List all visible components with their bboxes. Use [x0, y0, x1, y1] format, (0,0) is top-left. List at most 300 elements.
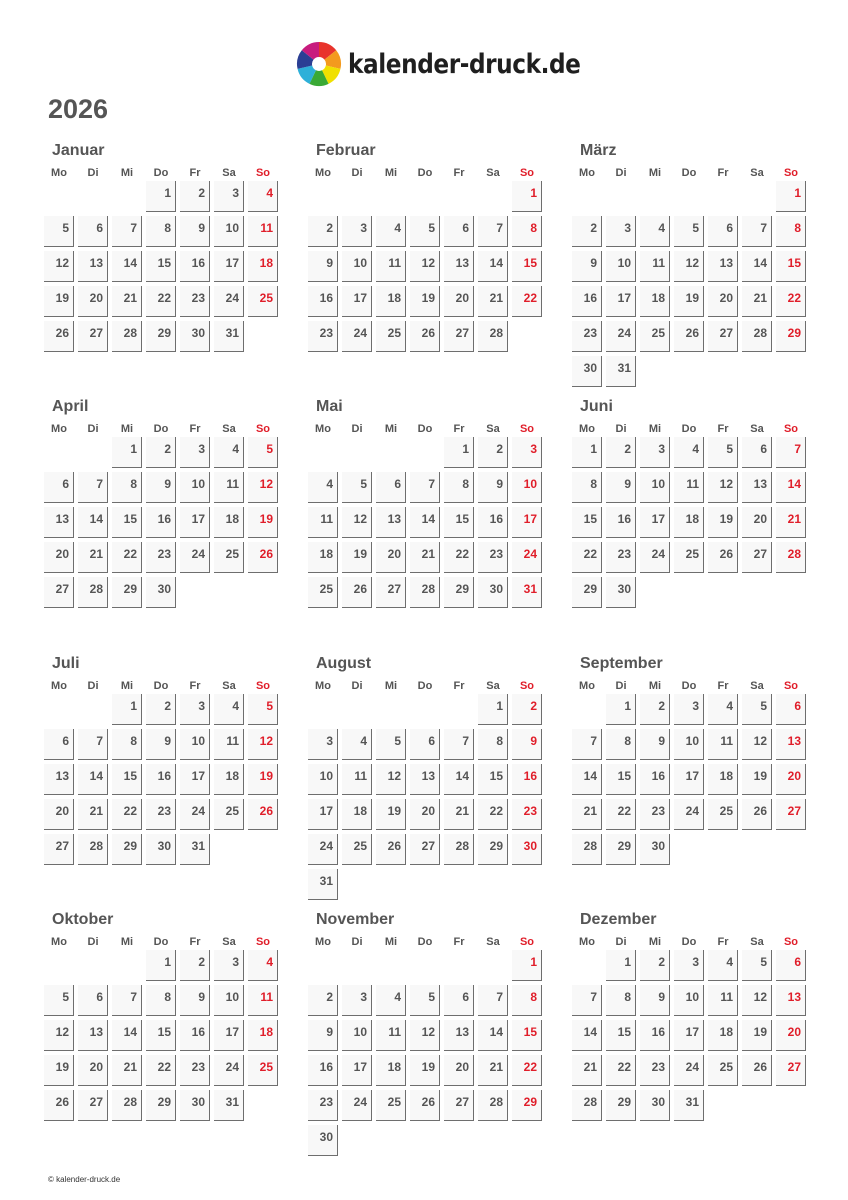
day-number: 7 — [96, 477, 103, 491]
day-cell — [342, 1020, 372, 1051]
day-number: 20 — [753, 512, 767, 526]
day-cell — [708, 286, 738, 317]
day-cell — [512, 472, 542, 503]
day-cell — [44, 286, 74, 317]
day-cell — [410, 251, 440, 282]
month-name: November — [316, 911, 395, 928]
day-cell — [410, 1090, 440, 1121]
day-number: 27 — [455, 1095, 469, 1109]
day-cell — [78, 729, 108, 760]
day-cell — [512, 577, 542, 608]
day-number: 22 — [489, 804, 503, 818]
day-number: 3 — [360, 221, 367, 235]
day-cell — [674, 542, 704, 573]
day-cell — [776, 1020, 806, 1051]
day-cell — [44, 577, 74, 608]
month-6 — [572, 398, 810, 648]
day-number: 21 — [787, 512, 801, 526]
day-cell — [674, 507, 704, 538]
day-cell — [742, 437, 772, 468]
day-cell — [376, 472, 406, 503]
weekday-header: Mi — [648, 423, 662, 435]
day-number: 26 — [55, 1095, 69, 1109]
month-8 — [308, 655, 546, 905]
day-number: 26 — [753, 804, 767, 818]
weekday-header: Sa — [486, 680, 500, 692]
day-cell — [112, 985, 142, 1016]
day-cell — [606, 356, 636, 387]
day-cell — [342, 1055, 372, 1086]
weekday-header: Fr — [453, 680, 465, 692]
weekday-header: Di — [615, 936, 627, 948]
day-cell — [112, 437, 142, 468]
day-number: 22 — [583, 547, 597, 561]
day-cell — [606, 577, 636, 608]
day-number: 28 — [455, 839, 469, 853]
day-cell — [512, 251, 542, 282]
day-number: 12 — [55, 1025, 69, 1039]
day-cell — [342, 542, 372, 573]
day-cell — [44, 729, 74, 760]
day-number: 9 — [198, 221, 205, 235]
day-number: 28 — [89, 582, 103, 596]
day-number: 14 — [753, 256, 767, 270]
day-cell — [606, 216, 636, 247]
day-number: 5 — [266, 442, 273, 456]
day-cell — [112, 1020, 142, 1051]
day-number: 2 — [198, 186, 205, 200]
day-number: 27 — [89, 326, 103, 340]
weekday-header: So — [255, 423, 271, 435]
day-cell — [606, 1020, 636, 1051]
day-number: 17 — [523, 512, 537, 526]
day-number: 8 — [462, 477, 469, 491]
day-number: 27 — [753, 547, 767, 561]
day-number: 29 — [787, 326, 801, 340]
day-cell — [112, 694, 142, 725]
weekday-header: So — [519, 167, 535, 179]
weekday-header: Sa — [486, 936, 500, 948]
day-cell — [342, 216, 372, 247]
day-number: 2 — [326, 990, 333, 1004]
day-cell — [146, 694, 176, 725]
weekday-header: Do — [417, 936, 433, 948]
day-number: 20 — [455, 291, 469, 305]
day-number: 8 — [496, 734, 503, 748]
day-cell — [308, 729, 338, 760]
day-cell — [44, 542, 74, 573]
day-cell — [776, 181, 806, 212]
day-number: 25 — [225, 804, 239, 818]
day-number: 17 — [353, 1060, 367, 1074]
day-number: 20 — [55, 547, 69, 561]
weekday-header: Mi — [384, 167, 398, 179]
day-number: 6 — [726, 221, 733, 235]
weekday-header: Mi — [384, 680, 398, 692]
day-cell — [776, 321, 806, 352]
month-2 — [308, 142, 546, 392]
day-number: 25 — [259, 291, 273, 305]
day-number: 19 — [353, 547, 367, 561]
day-cell — [606, 1090, 636, 1121]
day-cell — [308, 286, 338, 317]
weekday-header: Fr — [453, 936, 465, 948]
day-cell — [640, 834, 670, 865]
month-name: Februar — [316, 142, 376, 159]
day-cell — [146, 1090, 176, 1121]
weekday-header: Fr — [453, 423, 465, 435]
weekday-header: Mo — [315, 167, 331, 179]
day-number: 26 — [685, 326, 699, 340]
day-number: 13 — [455, 256, 469, 270]
day-cell — [444, 251, 474, 282]
day-number: 6 — [62, 734, 69, 748]
day-cell — [742, 764, 772, 795]
day-cell — [478, 251, 508, 282]
day-cell — [112, 1090, 142, 1121]
weekday-header: Mi — [648, 936, 662, 948]
day-number: 23 — [191, 1060, 205, 1074]
day-number: 3 — [232, 955, 239, 969]
day-cell — [410, 799, 440, 830]
day-number: 14 — [89, 512, 103, 526]
day-number: 23 — [651, 1060, 665, 1074]
day-cell — [248, 286, 278, 317]
day-number: 17 — [353, 291, 367, 305]
weekday-header: So — [255, 936, 271, 948]
day-number: 19 — [753, 769, 767, 783]
day-number: 15 — [583, 512, 597, 526]
day-cell — [214, 950, 244, 981]
day-number: 24 — [523, 547, 537, 561]
day-cell — [776, 542, 806, 573]
day-number: 18 — [719, 1025, 733, 1039]
day-number: 8 — [624, 990, 631, 1004]
day-number: 16 — [157, 512, 171, 526]
day-number: 1 — [590, 442, 597, 456]
day-number: 11 — [652, 256, 665, 270]
day-number: 9 — [624, 477, 631, 491]
day-cell — [78, 834, 108, 865]
day-cell — [674, 799, 704, 830]
day-number: 10 — [353, 256, 367, 270]
day-cell — [308, 764, 338, 795]
day-number: 19 — [685, 291, 699, 305]
day-cell — [640, 216, 670, 247]
day-cell — [444, 799, 474, 830]
day-number: 19 — [387, 804, 401, 818]
weekday-header: Sa — [750, 680, 764, 692]
day-number: 17 — [685, 1025, 699, 1039]
day-number: 29 — [123, 839, 137, 853]
day-number: 16 — [523, 769, 537, 783]
day-cell — [444, 216, 474, 247]
day-number: 1 — [130, 699, 137, 713]
day-number: 10 — [617, 256, 631, 270]
day-cell — [708, 216, 738, 247]
day-number: 10 — [191, 734, 205, 748]
day-number: 3 — [198, 442, 205, 456]
day-number: 25 — [651, 326, 665, 340]
day-number: 8 — [164, 990, 171, 1004]
day-number: 14 — [89, 769, 103, 783]
day-number: 2 — [164, 442, 171, 456]
day-cell — [112, 507, 142, 538]
month-1 — [44, 142, 282, 392]
weekday-header: Fr — [717, 680, 729, 692]
day-cell — [572, 1090, 602, 1121]
weekday-header: Mo — [51, 680, 67, 692]
day-number: 23 — [617, 547, 631, 561]
day-number: 12 — [719, 477, 733, 491]
day-number: 21 — [123, 1060, 137, 1074]
day-number: 25 — [259, 1060, 273, 1074]
day-cell — [78, 216, 108, 247]
day-cell — [44, 251, 74, 282]
day-cell — [308, 985, 338, 1016]
weekday-header: Mi — [120, 167, 134, 179]
day-cell — [342, 834, 372, 865]
day-cell — [512, 507, 542, 538]
day-number: 21 — [583, 1060, 597, 1074]
day-cell — [248, 799, 278, 830]
day-number: 7 — [590, 734, 597, 748]
day-cell — [742, 694, 772, 725]
day-number: 29 — [617, 839, 631, 853]
day-number: 27 — [455, 326, 469, 340]
day-cell — [376, 1055, 406, 1086]
day-cell — [376, 542, 406, 573]
day-number: 29 — [157, 1095, 171, 1109]
day-cell — [606, 834, 636, 865]
day-number: 23 — [523, 804, 537, 818]
day-cell — [146, 321, 176, 352]
day-cell — [478, 729, 508, 760]
day-number: 29 — [157, 326, 171, 340]
day-number: 16 — [157, 769, 171, 783]
day-number: 12 — [753, 734, 767, 748]
day-number: 21 — [123, 291, 137, 305]
day-number: 2 — [624, 442, 631, 456]
day-number: 28 — [583, 1095, 597, 1109]
day-cell — [742, 251, 772, 282]
weekday-header: So — [783, 936, 799, 948]
day-number: 30 — [157, 582, 171, 596]
day-number: 6 — [428, 734, 435, 748]
day-cell — [742, 729, 772, 760]
day-number: 7 — [590, 990, 597, 1004]
day-cell — [512, 834, 542, 865]
day-cell — [674, 1055, 704, 1086]
day-number: 4 — [326, 477, 333, 491]
day-number: 7 — [794, 442, 801, 456]
day-cell — [248, 729, 278, 760]
day-number: 8 — [130, 734, 137, 748]
day-cell — [776, 799, 806, 830]
day-number: 26 — [55, 326, 69, 340]
day-cell — [478, 542, 508, 573]
day-cell — [410, 472, 440, 503]
day-cell — [776, 1055, 806, 1086]
weekday-header: Mi — [120, 680, 134, 692]
day-number: 25 — [685, 547, 699, 561]
weekday-header: Di — [351, 936, 363, 948]
month-4 — [44, 398, 282, 648]
day-number: 1 — [624, 955, 631, 969]
day-number: 7 — [130, 221, 137, 235]
day-cell — [214, 1055, 244, 1086]
day-number: 4 — [266, 955, 273, 969]
day-number: 7 — [496, 990, 503, 1004]
day-cell — [308, 507, 338, 538]
day-number: 5 — [360, 477, 367, 491]
day-number: 27 — [787, 804, 801, 818]
day-number: 6 — [760, 442, 767, 456]
color-wheel-icon — [296, 41, 342, 87]
day-number: 19 — [719, 512, 733, 526]
day-cell — [214, 286, 244, 317]
day-number: 4 — [360, 734, 367, 748]
day-cell — [640, 729, 670, 760]
day-cell — [248, 181, 278, 212]
weekday-header: So — [519, 680, 535, 692]
month-name: August — [316, 655, 372, 672]
day-number: 13 — [787, 990, 801, 1004]
day-number: 20 — [55, 804, 69, 818]
day-cell — [376, 1020, 406, 1051]
month-3 — [572, 142, 810, 392]
day-cell — [606, 286, 636, 317]
weekday-header: So — [255, 167, 271, 179]
weekday-header: Mo — [315, 680, 331, 692]
weekday-header: Di — [87, 167, 99, 179]
day-number: 9 — [658, 734, 665, 748]
day-number: 24 — [685, 1060, 699, 1074]
day-number: 14 — [489, 1025, 503, 1039]
day-cell — [180, 251, 210, 282]
day-cell — [410, 834, 440, 865]
day-cell — [640, 985, 670, 1016]
day-number: 5 — [428, 221, 435, 235]
day-cell — [214, 799, 244, 830]
day-cell — [180, 507, 210, 538]
day-number: 28 — [421, 582, 435, 596]
day-cell — [44, 1055, 74, 1086]
day-number: 22 — [617, 804, 631, 818]
day-number: 19 — [753, 1025, 767, 1039]
day-number: 14 — [123, 256, 137, 270]
day-number: 5 — [726, 442, 733, 456]
day-cell — [146, 799, 176, 830]
day-cell — [606, 694, 636, 725]
day-cell — [708, 507, 738, 538]
day-cell — [640, 251, 670, 282]
day-cell — [512, 729, 542, 760]
day-cell — [308, 869, 338, 900]
day-cell — [180, 472, 210, 503]
weekday-header: Di — [351, 167, 363, 179]
day-cell — [674, 694, 704, 725]
day-cell — [308, 216, 338, 247]
day-number: 21 — [753, 291, 767, 305]
day-number: 30 — [583, 361, 597, 375]
weekday-header: Do — [417, 167, 433, 179]
day-number: 10 — [353, 1025, 367, 1039]
day-number: 14 — [787, 477, 801, 491]
day-cell — [512, 286, 542, 317]
day-cell — [410, 764, 440, 795]
day-cell — [410, 542, 440, 573]
day-number: 24 — [191, 547, 205, 561]
day-cell — [112, 321, 142, 352]
day-cell — [308, 834, 338, 865]
day-cell — [708, 472, 738, 503]
day-cell — [410, 286, 440, 317]
day-number: 29 — [523, 1095, 537, 1109]
day-cell — [708, 251, 738, 282]
day-number: 31 — [617, 361, 631, 375]
day-number: 30 — [651, 1095, 665, 1109]
day-cell — [572, 356, 602, 387]
month-name: April — [52, 398, 89, 415]
day-cell — [180, 1055, 210, 1086]
day-cell — [180, 764, 210, 795]
month-name: Januar — [52, 142, 105, 159]
day-cell — [640, 1055, 670, 1086]
day-number: 3 — [692, 955, 699, 969]
weekday-header: Mi — [384, 423, 398, 435]
day-number: 15 — [157, 1025, 171, 1039]
day-number: 15 — [617, 769, 631, 783]
day-cell — [146, 286, 176, 317]
brand-logo — [296, 40, 618, 88]
month-name: Oktober — [52, 911, 114, 928]
day-number: 31 — [523, 582, 537, 596]
day-cell — [214, 729, 244, 760]
day-cell — [248, 950, 278, 981]
day-cell — [572, 1055, 602, 1086]
day-number: 30 — [523, 839, 537, 853]
month-name: Juli — [52, 655, 80, 672]
day-cell — [640, 1090, 670, 1121]
day-cell — [674, 472, 704, 503]
day-number: 29 — [617, 1095, 631, 1109]
day-cell — [512, 1055, 542, 1086]
weekday-header: Sa — [486, 167, 500, 179]
day-cell — [606, 251, 636, 282]
day-number: 13 — [89, 256, 103, 270]
day-number: 5 — [62, 990, 69, 1004]
day-cell — [572, 799, 602, 830]
day-number: 22 — [123, 804, 137, 818]
day-number: 26 — [387, 839, 401, 853]
day-cell — [342, 799, 372, 830]
day-cell — [214, 1020, 244, 1051]
day-number: 13 — [89, 1025, 103, 1039]
weekday-header: So — [519, 936, 535, 948]
day-number: 13 — [55, 512, 69, 526]
day-number: 7 — [428, 477, 435, 491]
day-cell — [180, 834, 210, 865]
day-cell — [146, 216, 176, 247]
day-cell — [708, 542, 738, 573]
day-number: 15 — [157, 256, 171, 270]
day-cell — [708, 437, 738, 468]
day-number: 26 — [421, 326, 435, 340]
day-number: 23 — [319, 326, 333, 340]
day-number: 26 — [259, 804, 273, 818]
day-cell — [674, 437, 704, 468]
